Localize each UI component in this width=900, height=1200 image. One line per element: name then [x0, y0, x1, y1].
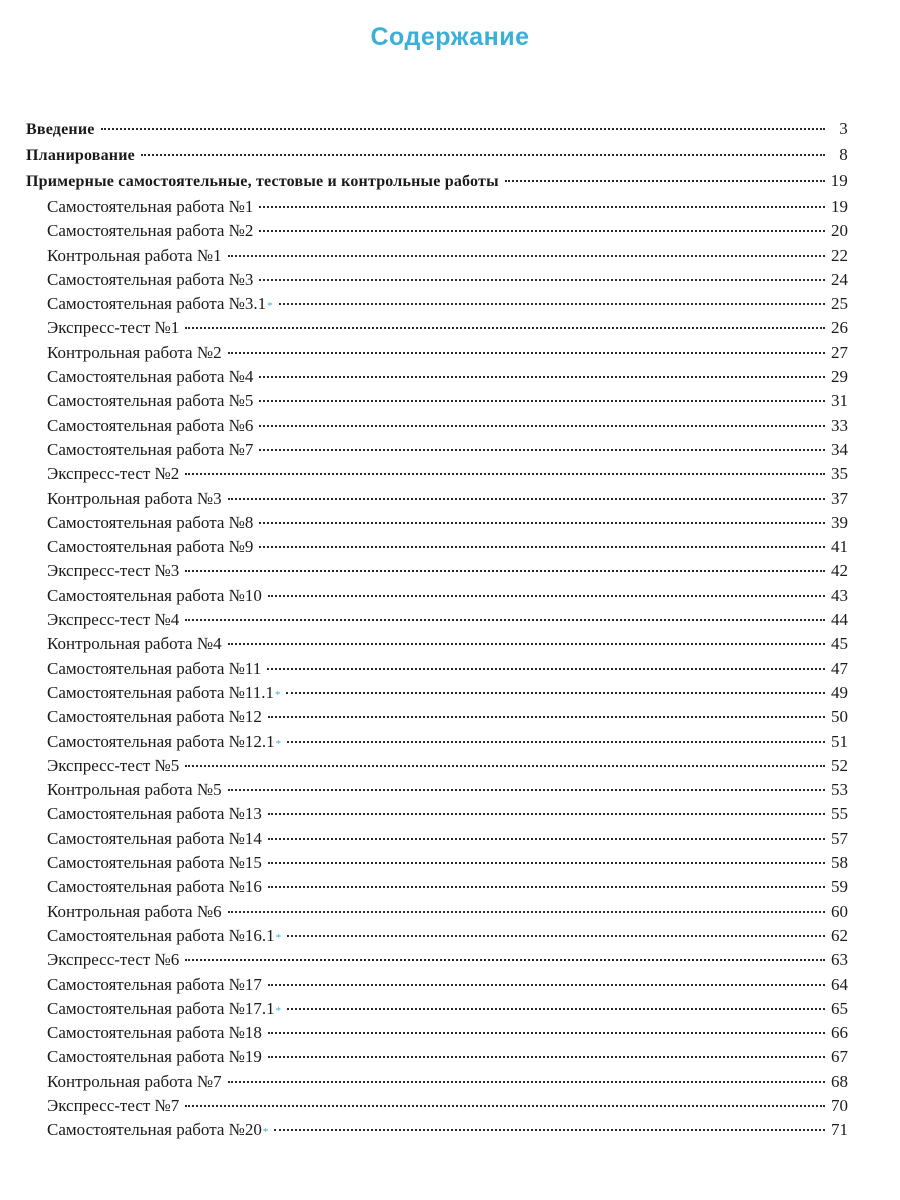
toc-entry-page: 31 [831, 391, 848, 411]
toc-entry-page: 39 [831, 512, 848, 532]
toc-entry[interactable] [26, 487, 848, 511]
toc-entry-page: 55 [831, 804, 848, 824]
toc-entry-label: Самостоятельная работа №20 [47, 1120, 262, 1140]
dot-leader [279, 303, 825, 305]
toc-entry-label: Самостоятельная работа №16.1 [47, 925, 275, 945]
toc-entry-label: Контрольная работа №2 [47, 342, 222, 362]
toc-entry-label: Самостоятельная работа №9 [47, 537, 254, 557]
dot-leader [228, 352, 825, 354]
asterisk-marker-icon: * [275, 1004, 282, 1017]
toc-entry-page: 25 [831, 294, 848, 314]
toc-entry-page: 66 [831, 1023, 848, 1043]
toc-entry-page: 64 [831, 974, 848, 994]
toc-entry-label: Введение [26, 121, 95, 138]
toc-entry-label: Экспресс-тест №3 [47, 561, 180, 581]
toc-entry[interactable] [26, 169, 848, 195]
toc-entry-label: Самостоятельная работа №6 [47, 415, 254, 435]
toc-entry[interactable] [26, 948, 848, 972]
toc-entry-label: Контрольная работа №4 [47, 634, 222, 654]
toc-entry-label: Самостоятельная работа №1 [47, 197, 254, 216]
dot-leader [101, 128, 825, 130]
dot-leader [228, 255, 825, 257]
toc-entry-label: Экспресс-тест №5 [47, 755, 180, 775]
toc-entry[interactable] [26, 875, 848, 899]
toc-entry[interactable] [26, 924, 848, 948]
dot-leader [259, 449, 825, 451]
toc-entry[interactable] [26, 219, 848, 243]
toc-entry-page: 33 [831, 415, 848, 435]
toc-entry[interactable] [26, 365, 848, 389]
toc-entry-label: Самостоятельная работа №17.1 [47, 998, 275, 1018]
dot-leader [228, 498, 825, 500]
dot-leader [268, 716, 825, 718]
toc-entry[interactable] [26, 681, 848, 705]
toc-entry[interactable] [26, 195, 848, 219]
toc-entry-page: 22 [831, 245, 848, 265]
dot-leader [259, 206, 825, 208]
toc-entry-page: 41 [831, 537, 848, 557]
toc-entry-page: 19 [831, 197, 848, 216]
dot-leader [268, 1032, 825, 1034]
toc-entry-page: 44 [831, 610, 848, 630]
dot-leader [286, 692, 825, 694]
dot-leader [268, 1056, 825, 1058]
toc-entry[interactable] [26, 827, 848, 851]
dot-leader [287, 1008, 825, 1010]
toc-entry[interactable] [26, 802, 848, 826]
dot-leader [228, 911, 825, 913]
toc-entry-page: 51 [831, 731, 848, 751]
toc-entry[interactable] [26, 268, 848, 292]
toc-entry-label: Контрольная работа №7 [47, 1071, 222, 1091]
toc-entry[interactable] [26, 462, 848, 486]
toc-entry[interactable] [26, 900, 848, 924]
toc-entry[interactable] [26, 1118, 848, 1142]
toc-entry-label: Экспресс-тест №2 [47, 464, 180, 484]
toc-entry[interactable] [26, 705, 848, 729]
toc-entry-page: 57 [831, 828, 848, 848]
toc-entry-label: Контрольная работа №1 [47, 245, 222, 265]
toc-entry-label: Самостоятельная работа №15 [47, 853, 262, 873]
toc-entry-label: Самостоятельная работа №3 [47, 269, 254, 289]
toc-entry-page: 26 [831, 318, 848, 338]
toc-entry-page: 45 [831, 634, 848, 654]
dot-leader [259, 230, 825, 232]
toc-entry[interactable] [26, 143, 848, 169]
toc-entry-page: 34 [831, 439, 848, 459]
toc-entry-page: 35 [831, 464, 848, 484]
toc-entry-label: Экспресс-тест №7 [47, 1095, 180, 1115]
toc-entry-label: Самостоятельная работа №4 [47, 367, 254, 387]
dot-leader [268, 862, 825, 864]
toc-entry-page: 20 [831, 221, 848, 241]
toc-entry[interactable] [26, 632, 848, 656]
page-title: Содержание [370, 22, 530, 51]
dot-leader [259, 400, 825, 402]
toc-entry[interactable] [26, 438, 848, 462]
toc-entry[interactable] [26, 414, 848, 438]
toc-entry-label: Самостоятельная работа №12.1 [47, 731, 275, 751]
toc-entry[interactable] [26, 1021, 848, 1045]
dot-leader [141, 154, 825, 156]
toc-entry-label: Экспресс-тест №4 [47, 610, 180, 630]
toc-entry-label: Контрольная работа №5 [47, 780, 222, 800]
toc-entry-page: 71 [831, 1120, 848, 1140]
toc-entry[interactable] [26, 511, 848, 535]
toc-entry[interactable] [26, 778, 848, 802]
toc-entry[interactable] [26, 1070, 848, 1094]
toc-entry[interactable] [26, 341, 848, 365]
dot-leader [259, 376, 825, 378]
dot-leader [259, 425, 825, 427]
toc-entry-label: Контрольная работа №3 [47, 488, 222, 508]
dot-leader [185, 765, 825, 767]
asterisk-marker-icon: * [275, 737, 282, 750]
toc-entry-label: Самостоятельная работа №17 [47, 974, 262, 994]
toc-entry[interactable] [26, 657, 848, 681]
dot-leader [185, 327, 825, 329]
dot-leader [268, 813, 825, 815]
toc-entry[interactable] [26, 389, 848, 413]
toc-entry[interactable] [26, 244, 848, 268]
dot-leader [259, 522, 825, 524]
asterisk-marker-icon: * [267, 300, 273, 313]
toc-entry-page: 47 [831, 658, 848, 678]
toc-entry[interactable] [26, 117, 848, 143]
dot-leader [228, 789, 825, 791]
table-of-contents [26, 117, 848, 1143]
toc-entry-page: 8 [839, 145, 848, 164]
toc-entry-page: 19 [830, 171, 848, 190]
toc-entry-page: 67 [831, 1047, 848, 1067]
toc-entry-label: Самостоятельная работа №7 [47, 439, 254, 459]
toc-entry-label: Контрольная работа №6 [47, 901, 222, 921]
dot-leader [268, 886, 825, 888]
toc-entry-page: 60 [831, 901, 848, 921]
toc-entry-label: Экспресс-тест №1 [47, 318, 180, 338]
toc-entry[interactable] [26, 1094, 848, 1118]
toc-entry-page: 52 [831, 755, 848, 775]
toc-entry[interactable] [26, 754, 848, 778]
toc-entry-page: 27 [831, 342, 848, 362]
toc-entry-page: 37 [831, 488, 848, 508]
toc-entry[interactable] [26, 292, 848, 316]
dot-leader [185, 619, 825, 621]
toc-entry-label: Примерные самостоятельные, тестовые и контрольные работы [26, 173, 499, 190]
toc-entry-page: 3 [839, 119, 848, 138]
dot-leader [259, 546, 825, 548]
toc-entry[interactable] [26, 973, 848, 997]
toc-entry-page: 59 [831, 877, 848, 897]
toc-entry[interactable] [26, 851, 848, 875]
toc-entry-label: Самостоятельная работа №19 [47, 1047, 262, 1067]
toc-entry-page: 49 [831, 682, 848, 702]
toc-entry-label: Самостоятельная работа №3.1 [47, 294, 267, 314]
toc-entry-label: Самостоятельная работа №11.1 [47, 682, 274, 702]
toc-entry-page: 63 [831, 950, 848, 970]
toc-entry-label: Самостоятельная работа №10 [47, 585, 262, 605]
toc-entry-label: Самостоятельная работа №2 [47, 221, 254, 241]
dot-leader [185, 570, 825, 572]
toc-entry[interactable] [26, 559, 848, 583]
toc-entry-label: Самостоятельная работа №13 [47, 804, 262, 824]
toc-entry-page: 43 [831, 585, 848, 605]
dot-leader [185, 1105, 825, 1107]
dot-leader [259, 279, 825, 281]
toc-entry-label: Самостоятельная работа №18 [47, 1023, 262, 1043]
dot-leader [185, 473, 825, 475]
dot-leader [287, 741, 825, 743]
toc-entry-page: 68 [831, 1071, 848, 1091]
toc-entry-page: 62 [831, 925, 848, 945]
toc-entry-page: 42 [831, 561, 848, 581]
toc-entry-label: Самостоятельная работа №16 [47, 877, 262, 897]
toc-entry[interactable] [26, 730, 848, 754]
toc-entry-page: 50 [831, 707, 848, 727]
toc-entry-page: 65 [831, 998, 848, 1018]
toc-entry-page: 58 [831, 853, 848, 873]
dot-leader [268, 595, 825, 597]
dot-leader [505, 180, 825, 182]
toc-entry-page: 24 [831, 269, 848, 289]
dot-leader [228, 1081, 825, 1083]
toc-entry-label: Планирование [26, 147, 135, 164]
toc-entry-page: 70 [831, 1095, 848, 1115]
asterisk-marker-icon: * [262, 1126, 269, 1139]
toc-entry[interactable] [26, 316, 848, 340]
dot-leader [268, 984, 825, 986]
toc-entry-label: Самостоятельная работа №14 [47, 828, 262, 848]
dot-leader [267, 668, 825, 670]
toc-entry[interactable] [26, 1045, 848, 1069]
toc-entry-page: 29 [831, 367, 848, 387]
toc-entry-label: Экспресс-тест №6 [47, 950, 180, 970]
toc-entry[interactable] [26, 997, 848, 1021]
dot-leader [185, 959, 825, 961]
dot-leader [268, 838, 825, 840]
dot-leader [274, 1129, 825, 1131]
toc-entry-label: Самостоятельная работа №5 [47, 391, 254, 411]
asterisk-marker-icon: * [275, 931, 282, 944]
toc-entry[interactable] [26, 608, 848, 632]
toc-entry-label: Самостоятельная работа №11 [47, 658, 262, 678]
toc-entry[interactable] [26, 535, 848, 559]
toc-entry[interactable] [26, 584, 848, 608]
dot-leader [228, 643, 825, 645]
dot-leader [287, 935, 825, 937]
asterisk-marker-icon: * [274, 688, 281, 701]
toc-entry-label: Самостоятельная работа №12 [47, 707, 262, 727]
toc-entry-label: Самостоятельная работа №8 [47, 512, 254, 532]
toc-entry-page: 53 [831, 780, 848, 800]
